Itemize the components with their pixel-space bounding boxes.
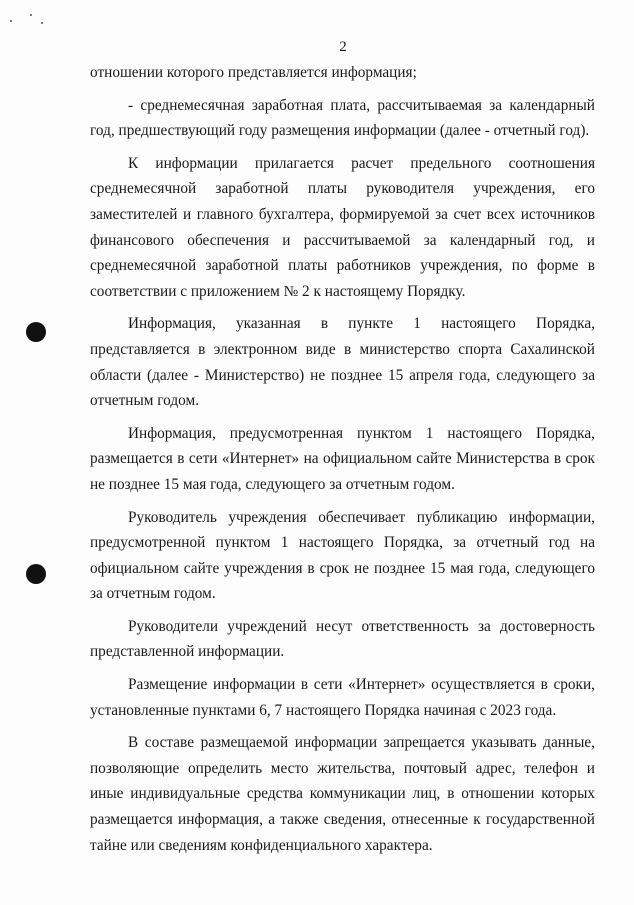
punch-hole-top — [26, 322, 46, 342]
paragraph-responsibility: Руководители учреждений несут ответственность за достоверность представленной информации. — [90, 617, 595, 661]
punch-hole-bottom — [26, 564, 46, 584]
document-body — [90, 60, 595, 865]
page-number: 2 — [339, 39, 347, 55]
paragraph-ministry-publication: Информация, предусмотренная пунктом 1 настоящего Порядка, размещается в сети «Интернет» на официальном сайте Министерства в срок не позднее 15 мая года, следующего за отчетным годом. — [90, 424, 595, 493]
scan-speck — [41, 22, 43, 24]
paragraph-placement-dates: Размещение информации в сети «Интернет» осуществляется в сроки, установленные пунктами 6, 7 настоящего Порядка начиная с 2023 года. — [90, 676, 595, 719]
paragraph-restrictions: В составе размещаемой информации запрещается указывать данные, позволяющие определить место жительства, почтовый адрес, телефон и иные индивидуальные средства коммуникации лиц, в отношении которых размещается информация, а также сведения, отнесенные к государственной тайне или сведениям конфиденциального характера. — [90, 734, 595, 854]
paragraph-institution-publication: Руководитель учреждения обеспечивает публикацию информации, предусмотренной пунктом 1 настоящего Порядка, за отчетный год на официальном сайте учреждения в срок не позднее 15 мая года, следующего за отчетным годом. — [90, 508, 595, 603]
scan-speck — [10, 20, 12, 22]
paragraph-salary-item: - среднемесячная заработная плата, рассчитываемая за календарный год, предшествующий году размещения информации (далее - отчетный год). — [90, 96, 595, 140]
paragraph-calculation: К информации прилагается расчет предельного соотношения среднемесячной заработной платы руководителя учреждения, его заместителей и главного бухгалтера, формируемой за счет всех источников финансового обеспечения и рассчитываемой за календарный год, и среднемесячной заработной платы работников учреждения, по форме в соответствии с приложением № 2 к настоящему Порядку. — [90, 154, 595, 300]
paragraph-submission: Информация, указанная в пункте 1 настоящего Порядка, представляется в электронном виде в министерство спорта Сахалинской области (далее - Министерство) не позднее 15 апреля года, следующего за отчетным годом. — [90, 315, 595, 410]
scan-speck — [30, 14, 32, 16]
paragraph-continuation: отношении которого представляется информация; — [90, 64, 417, 81]
